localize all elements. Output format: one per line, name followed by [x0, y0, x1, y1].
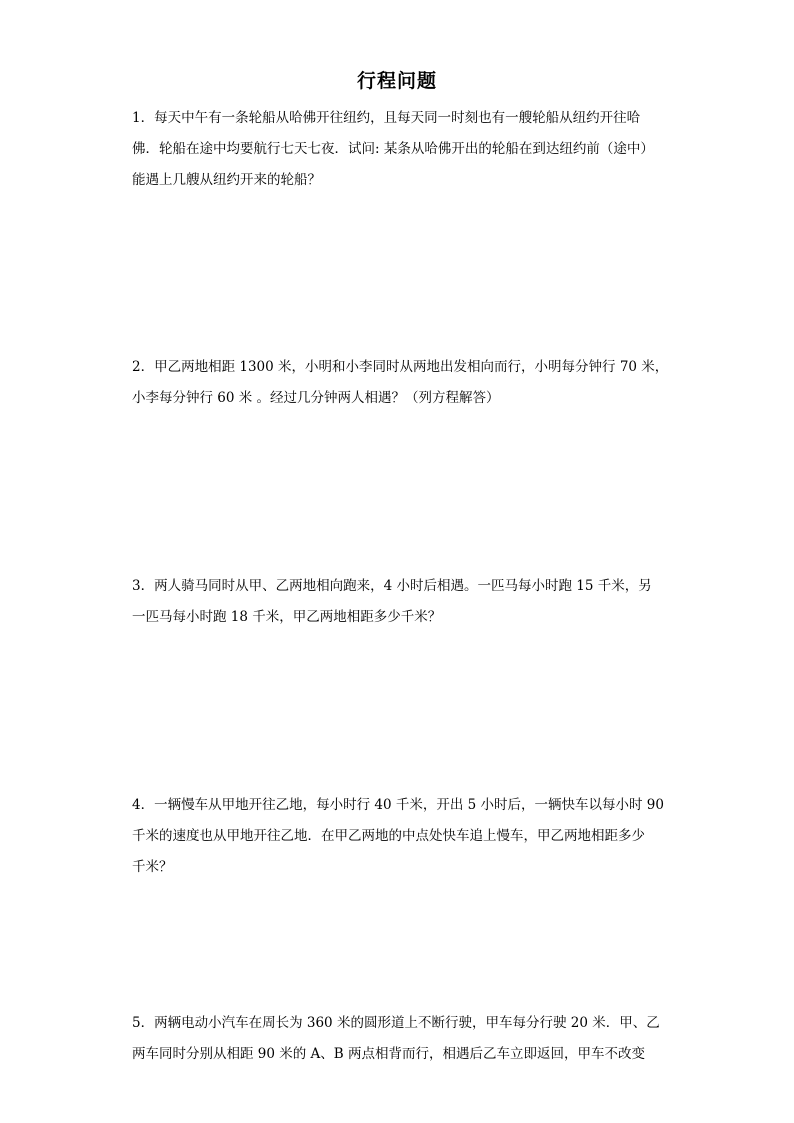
problem-2-line-1: 2．甲乙两地相距 1300 米，小明和小李同时从两地出发相向而行，小明每分钟行 70 米， [132, 359, 669, 375]
problem-3 [132, 571, 672, 633]
problem-2-line-2: 小李每分钟行 60 米 。经过几分钟两人相遇？（列方程解答） [132, 390, 500, 406]
problem-1-line-3: 能遇上几艘从纽约开来的轮船？ [132, 172, 321, 188]
problem-5-line-2: 两车同时分别从相距 90 米的 A、B 两点相背而行，相遇后乙车立即返回，甲车不改变 [132, 1046, 646, 1062]
problem-5 [132, 1008, 672, 1070]
problem-5-line-1: 5．两辆电动小汽车在周长为 360 米的圆形道上不断行驶，甲车每分行驶 20 米．甲、乙 [132, 1015, 660, 1031]
problem-1-line-2: 佛．轮船在途中均要航行七天七夜．试问: 某条从哈佛开出的轮船在到达纽约前（途中） [132, 141, 654, 157]
problem-1 [132, 103, 672, 196]
problem-3-line-1: 3．两人骑马同时从甲、乙两地相向跑来，4 小时后相遇。一匹马每小时跑 15 千米，另 [132, 578, 652, 594]
problem-3-line-2: 一匹马每小时跑 18 千米，甲乙两地相距多少千米？ [132, 609, 442, 625]
problem-4-line-1: 4．一辆慢车从甲地开往乙地，每小时行 40 千米，开出 5 小时后，一辆快车以每小时 90 [132, 797, 664, 813]
page-title: 行程问题 [356, 70, 437, 92]
problem-4 [132, 790, 672, 883]
problem-4-line-3: 千米？ [132, 859, 173, 875]
problem-2 [132, 352, 672, 414]
problem-1-line-1: 1．每天中午有一条轮船从哈佛开往纽约，且每天同一时刻也有一艘轮船从纽约开往哈 [132, 110, 641, 126]
problem-4-line-2: 千米的速度也从甲地开往乙地．在甲乙两地的中点处快车追上慢车，甲乙两地相距多少 [132, 828, 645, 844]
